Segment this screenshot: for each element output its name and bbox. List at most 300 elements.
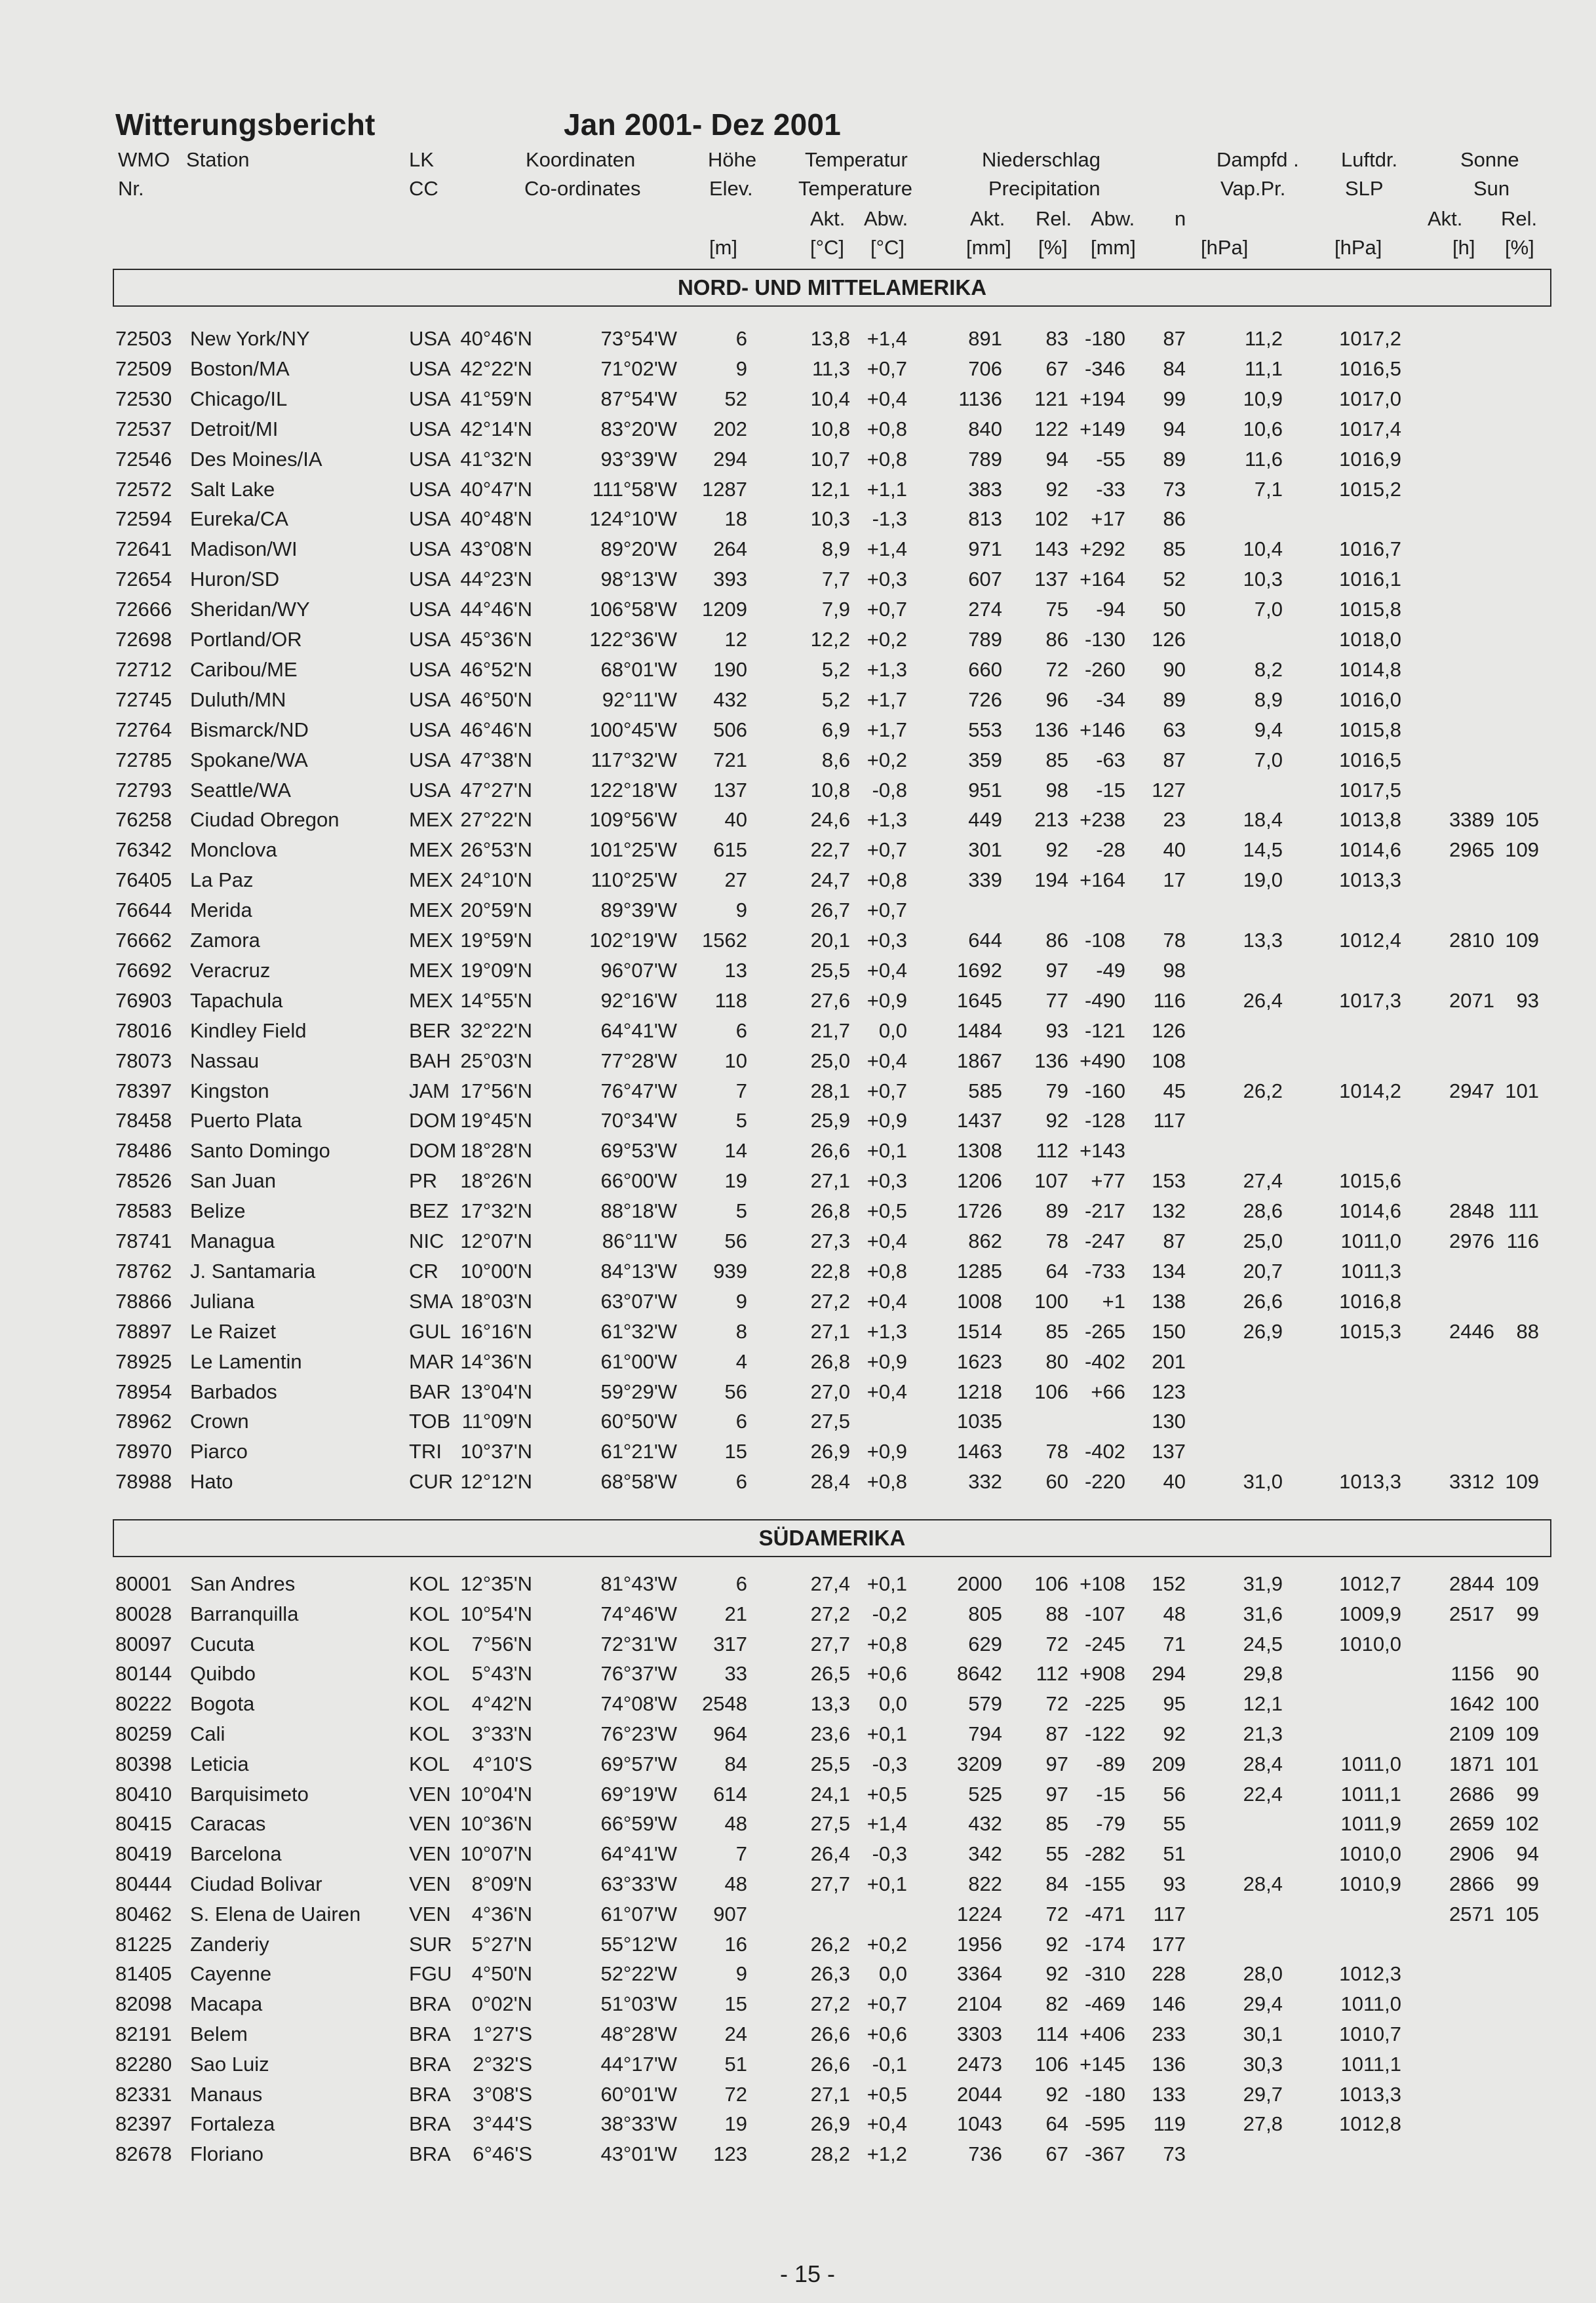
elevation: 506: [713, 718, 747, 741]
country-code: KOL: [409, 1752, 450, 1775]
precipitation-relative: 82: [1045, 1992, 1068, 2016]
precipitation-deviation: -15: [1096, 778, 1125, 802]
latitude: 3°44'S: [473, 2112, 532, 2136]
latitude: 10°00'N: [460, 1259, 532, 1283]
header-prec-rel: Rel.: [1036, 207, 1072, 230]
precipitation-relative: 88: [1045, 1602, 1068, 1625]
header-temperatur: Temperatur: [805, 148, 908, 171]
latitude: 27°22'N: [460, 808, 532, 832]
precipitation-relative: 213: [1034, 808, 1068, 832]
precipitation-relative: 72: [1045, 657, 1068, 681]
precipitation-relative: 107: [1034, 1169, 1068, 1193]
precipitation-actual: 1645: [957, 988, 1002, 1012]
elevation: 721: [713, 748, 747, 771]
table-row: [0, 1106, 1596, 1136]
precipitation-relative: 78: [1045, 1440, 1068, 1463]
table-row: [0, 1377, 1596, 1407]
elevation: 72: [724, 2082, 747, 2106]
temperature-actual: 13,3: [810, 1692, 850, 1716]
longitude: 89°20'W: [600, 537, 677, 561]
vapour-pressure: 11,1: [1244, 357, 1283, 380]
sunshine-hours: 1871: [1449, 1752, 1494, 1775]
temperature-actual: 27,7: [810, 1632, 850, 1655]
header-prec-unit-akt: [mm]: [966, 236, 1011, 259]
precipitation-relative: 55: [1045, 1842, 1068, 1866]
precipitation-actual: 1308: [957, 1139, 1002, 1163]
precipitation-deviation: -49: [1096, 958, 1125, 982]
country-code: NIC: [409, 1229, 444, 1252]
wmo-number: 82098: [115, 1992, 172, 2016]
latitude: 17°32'N: [460, 1199, 532, 1223]
longitude: 76°47'W: [600, 1079, 677, 1102]
precipitation-days: 146: [1152, 1992, 1186, 2016]
wmo-number: 82191: [115, 2022, 172, 2045]
header-coordinates: Co-ordinates: [524, 177, 641, 200]
precipitation-days: 133: [1152, 2082, 1186, 2106]
table-row: [0, 444, 1596, 474]
precipitation-relative: 72: [1045, 1902, 1068, 1926]
precipitation-deviation: -130: [1084, 628, 1125, 651]
temperature-deviation: +1,4: [866, 537, 907, 561]
latitude: 40°46'N: [460, 327, 532, 350]
sea-level-pressure: 1009,9: [1339, 1602, 1401, 1625]
station-name: Juliana: [190, 1289, 255, 1313]
temperature-actual: 24,6: [810, 808, 850, 832]
temperature-deviation: +0,8: [866, 417, 907, 440]
elevation: 48: [724, 1872, 747, 1895]
temperature-actual: 27,5: [810, 1410, 850, 1433]
vapour-pressure: 9,4: [1254, 718, 1283, 741]
temperature-actual: 26,8: [810, 1349, 850, 1373]
country-code: VEN: [409, 1842, 451, 1866]
sunshine-hours: 2906: [1449, 1842, 1494, 1866]
precipitation-relative: 67: [1045, 2142, 1068, 2166]
precipitation-actual: 1136: [958, 387, 1002, 410]
precipitation-days: 90: [1163, 657, 1186, 681]
sea-level-pressure: 1013,3: [1339, 2082, 1401, 2106]
country-code: USA: [409, 778, 451, 802]
precipitation-actual: 579: [968, 1692, 1002, 1716]
precipitation-actual: 383: [968, 477, 1002, 501]
table-row: [0, 1287, 1596, 1317]
precipitation-relative: 100: [1034, 1289, 1068, 1313]
temperature-actual: 26,6: [810, 1139, 850, 1163]
precipitation-deviation: -367: [1084, 2142, 1125, 2166]
country-code: TRI: [409, 1440, 442, 1463]
longitude: 98°13'W: [600, 568, 677, 591]
header-temp-unit-akt: [°C]: [810, 236, 845, 259]
precipitation-actual: 2044: [957, 2082, 1002, 2106]
latitude: 2°32'S: [473, 2052, 532, 2076]
country-code: USA: [409, 687, 451, 711]
longitude: 68°01'W: [600, 657, 677, 681]
temperature-actual: 27,1: [810, 2082, 850, 2106]
header-temp-abw: Abw.: [864, 207, 908, 230]
precipitation-relative: 92: [1045, 838, 1068, 862]
precipitation-actual: 1035: [957, 1410, 1002, 1433]
sea-level-pressure: 1015,6: [1339, 1169, 1401, 1193]
longitude: 61°32'W: [600, 1319, 677, 1343]
precipitation-actual: 1956: [957, 1932, 1002, 1956]
latitude: 4°42'N: [471, 1692, 532, 1716]
temperature-deviation: +1,2: [866, 2142, 907, 2166]
vapour-pressure: 27,4: [1243, 1169, 1283, 1193]
longitude: 61°07'W: [600, 1902, 677, 1926]
temperature-deviation: +0,9: [866, 1440, 907, 1463]
sea-level-pressure: 1016,7: [1339, 537, 1401, 561]
precipitation-relative: 97: [1045, 958, 1068, 982]
table-row: [0, 414, 1596, 444]
precipitation-relative: 80: [1045, 1349, 1068, 1373]
precipitation-actual: 644: [968, 929, 1002, 952]
precipitation-deviation: -160: [1084, 1079, 1125, 1102]
country-code: KOL: [409, 1692, 450, 1716]
precipitation-relative: 121: [1034, 387, 1068, 410]
elevation: 40: [724, 808, 747, 832]
wmo-number: 78866: [115, 1289, 172, 1313]
temperature-actual: 12,2: [810, 628, 850, 651]
sunshine-relative: 109: [1505, 1470, 1539, 1494]
vapour-pressure: 29,7: [1243, 2082, 1283, 2106]
header-sun-unit-akt: [h]: [1452, 236, 1475, 259]
longitude: 63°33'W: [600, 1872, 677, 1895]
precipitation-deviation: +194: [1080, 387, 1125, 410]
table-row: [0, 685, 1596, 715]
temperature-actual: 22,8: [810, 1259, 850, 1283]
longitude: 122°18'W: [589, 778, 677, 802]
longitude: 87°54'W: [600, 387, 677, 410]
precipitation-days: 87: [1163, 748, 1186, 771]
country-code: BAH: [409, 1049, 451, 1072]
latitude: 24°10'N: [460, 868, 532, 892]
header-luftdr: Luftdr.: [1341, 148, 1398, 171]
vapour-pressure: 25,0: [1243, 1229, 1283, 1252]
table-row: [0, 1046, 1596, 1076]
wmo-number: 80415: [115, 1812, 172, 1836]
sunshine-hours: 2109: [1449, 1722, 1494, 1745]
precipitation-deviation: -260: [1084, 657, 1125, 681]
table-row: [0, 504, 1596, 534]
precipitation-days: 126: [1152, 1018, 1186, 1042]
wmo-number: 72572: [115, 477, 172, 501]
wmo-number: 72666: [115, 598, 172, 621]
precipitation-days: 137: [1152, 1440, 1186, 1463]
sea-level-pressure: 1017,3: [1339, 988, 1401, 1012]
precipitation-actual: 1285: [957, 1259, 1002, 1283]
latitude: 7°56'N: [471, 1632, 532, 1655]
sunshine-relative: 101: [1505, 1752, 1539, 1775]
precipitation-actual: 3303: [957, 2022, 1002, 2045]
temperature-deviation: +0,8: [866, 1470, 907, 1494]
precipitation-deviation: -402: [1084, 1349, 1125, 1373]
precipitation-deviation: -217: [1084, 1199, 1125, 1223]
vapour-pressure: 7,0: [1254, 748, 1283, 771]
temperature-deviation: 0,0: [878, 1962, 907, 1986]
longitude: 43°01'W: [600, 2142, 677, 2166]
temperature-actual: 10,8: [810, 417, 850, 440]
sea-level-pressure: 1015,8: [1339, 718, 1401, 741]
temperature-actual: 10,7: [810, 447, 850, 471]
elevation: 1287: [702, 477, 747, 501]
precipitation-days: 99: [1163, 387, 1186, 410]
table-row: [0, 2019, 1596, 2049]
temperature-actual: 8,9: [821, 537, 850, 561]
temperature-deviation: +1,3: [866, 657, 907, 681]
temperature-actual: 26,3: [810, 1962, 850, 1986]
sea-level-pressure: 1016,1: [1339, 568, 1401, 591]
elevation: 19: [724, 2112, 747, 2136]
latitude: 45°36'N: [460, 628, 532, 651]
station-name: Managua: [190, 1229, 275, 1252]
temperature-deviation: +0,1: [866, 1572, 907, 1595]
longitude: 59°29'W: [600, 1380, 677, 1403]
country-code: USA: [409, 387, 451, 410]
country-code: TOB: [409, 1410, 451, 1433]
precipitation-actual: 891: [968, 327, 1002, 350]
precipitation-days: 89: [1163, 687, 1186, 711]
wmo-number: 76644: [115, 899, 172, 922]
temperature-deviation: +0,9: [866, 1109, 907, 1132]
precipitation-relative: 86: [1045, 929, 1068, 952]
wmo-number: 76692: [115, 958, 172, 982]
elevation: 1209: [702, 598, 747, 621]
table-row: [0, 354, 1596, 384]
header-sun-akt: Akt.: [1428, 207, 1463, 230]
precipitation-deviation: +108: [1080, 1572, 1125, 1595]
header-sonne: Sonne: [1460, 148, 1519, 171]
elevation: 907: [713, 1902, 747, 1926]
latitude: 12°12'N: [460, 1470, 532, 1494]
station-name: Sheridan/WY: [190, 598, 310, 621]
vapour-pressure: 29,8: [1243, 1662, 1283, 1686]
station-name: Le Lamentin: [190, 1349, 302, 1373]
elevation: 84: [724, 1752, 747, 1775]
longitude: 69°19'W: [600, 1782, 677, 1806]
sea-level-pressure: 1014,6: [1339, 1199, 1401, 1223]
longitude: 69°53'W: [600, 1139, 677, 1163]
table-row: [0, 2049, 1596, 2080]
country-code: VEN: [409, 1812, 451, 1836]
header-wmo-nr: Nr.: [118, 177, 144, 200]
precipitation-deviation: -225: [1084, 1692, 1125, 1716]
longitude: 96°07'W: [600, 958, 677, 982]
latitude: 18°26'N: [460, 1169, 532, 1193]
precipitation-actual: 794: [968, 1722, 1002, 1745]
wmo-number: 72654: [115, 568, 172, 591]
table-row: [0, 534, 1596, 564]
sea-level-pressure: 1017,4: [1339, 417, 1401, 440]
precipitation-relative: 102: [1034, 507, 1068, 531]
wmo-number: 80398: [115, 1752, 172, 1775]
precipitation-relative: 85: [1045, 748, 1068, 771]
temperature-actual: 27,6: [810, 988, 850, 1012]
sunshine-hours: 2659: [1449, 1812, 1494, 1836]
precipitation-days: 78: [1163, 929, 1186, 952]
station-name: San Andres: [190, 1572, 296, 1595]
precipitation-actual: 2104: [957, 1992, 1002, 2016]
wmo-number: 80410: [115, 1782, 172, 1806]
latitude: 10°07'N: [460, 1842, 532, 1866]
latitude: 5°27'N: [471, 1932, 532, 1956]
header-vappr: Vap.Pr.: [1220, 177, 1286, 200]
sea-level-pressure: 1015,3: [1339, 1319, 1401, 1343]
vapour-pressure: 18,4: [1243, 808, 1283, 832]
longitude: 74°46'W: [600, 1602, 677, 1625]
precipitation-relative: 64: [1045, 2112, 1068, 2136]
wmo-number: 78486: [115, 1139, 172, 1163]
longitude: 55°12'W: [600, 1932, 677, 1956]
country-code: BRA: [409, 1992, 451, 2016]
precipitation-actual: 1484: [957, 1018, 1002, 1042]
temperature-actual: 28,4: [810, 1470, 850, 1494]
precipitation-deviation: -469: [1084, 1992, 1125, 2016]
vapour-pressure: 21,3: [1243, 1722, 1283, 1745]
station-name: Barranquilla: [190, 1602, 299, 1625]
precipitation-deviation: -595: [1084, 2112, 1125, 2136]
longitude: 101°25'W: [589, 838, 677, 862]
elevation: 4: [735, 1349, 747, 1373]
table-row: [0, 2139, 1596, 2169]
wmo-number: 72530: [115, 387, 172, 410]
country-code: DOM: [409, 1109, 457, 1132]
elevation: 5: [735, 1109, 747, 1132]
sea-level-pressure: 1016,5: [1339, 357, 1401, 380]
precipitation-actual: 862: [968, 1229, 1002, 1252]
precipitation-actual: 359: [968, 748, 1002, 771]
temperature-actual: 26,6: [810, 2022, 850, 2045]
precipitation-relative: 92: [1045, 477, 1068, 501]
vapour-pressure: 8,2: [1254, 657, 1283, 681]
temperature-actual: 10,8: [810, 778, 850, 802]
station-name: Ciudad Obregon: [190, 808, 340, 832]
country-code: KOL: [409, 1722, 450, 1745]
wmo-number: 78016: [115, 1018, 172, 1042]
latitude: 46°46'N: [460, 718, 532, 741]
table-row: [0, 715, 1596, 745]
sea-level-pressure: 1015,2: [1339, 477, 1401, 501]
sea-level-pressure: 1011,1: [1340, 1782, 1401, 1806]
station-name: Spokane/WA: [190, 748, 308, 771]
sea-level-pressure: 1011,9: [1340, 1812, 1401, 1836]
country-code: GUL: [409, 1319, 451, 1343]
precipitation-relative: 143: [1034, 537, 1068, 561]
precipitation-relative: 106: [1034, 2052, 1068, 2076]
station-name: Quibdo: [190, 1662, 256, 1686]
header-prec-n: n: [1175, 207, 1186, 230]
precipitation-deviation: +66: [1091, 1380, 1125, 1403]
header-sun: Sun: [1473, 177, 1510, 200]
wmo-number: 72785: [115, 748, 172, 771]
precipitation-deviation: -107: [1084, 1602, 1125, 1625]
wmo-number: 72509: [115, 357, 172, 380]
precipitation-actual: 553: [968, 718, 1002, 741]
elevation: 9: [735, 1962, 747, 1986]
station-name: Des Moines/IA: [190, 447, 322, 471]
precipitation-days: 17: [1163, 868, 1186, 892]
sea-level-pressure: 1011,3: [1340, 1259, 1401, 1283]
longitude: 61°00'W: [600, 1349, 677, 1373]
station-name: Piarco: [190, 1440, 248, 1463]
precipitation-deviation: -247: [1084, 1229, 1125, 1252]
precipitation-actual: 432: [968, 1812, 1002, 1836]
sea-level-pressure: 1010,9: [1339, 1872, 1401, 1895]
header-elev: Elev.: [709, 177, 753, 200]
section-banner-north-central-america: NORD- UND MITTELAMERIKA: [113, 269, 1551, 307]
temperature-deviation: +0,2: [866, 628, 907, 651]
elevation: 264: [713, 537, 747, 561]
station-name: Belize: [190, 1199, 246, 1223]
country-code: BER: [409, 1018, 451, 1042]
temperature-actual: 26,6: [810, 2052, 850, 2076]
sunshine-relative: 100: [1505, 1692, 1539, 1716]
table-row: [0, 1749, 1596, 1779]
header-sun-rel: Rel.: [1501, 207, 1538, 230]
vapour-pressure: 10,9: [1243, 387, 1283, 410]
table-row: [0, 1437, 1596, 1467]
table-row: [0, 1076, 1596, 1106]
elevation: 48: [724, 1812, 747, 1836]
precipitation-deviation: +145: [1080, 2052, 1125, 2076]
latitude: 47°27'N: [460, 778, 532, 802]
longitude: 100°45'W: [589, 718, 677, 741]
precipitation-relative: 67: [1045, 357, 1068, 380]
country-code: USA: [409, 598, 451, 621]
header-prec-akt: Akt.: [970, 207, 1005, 230]
vapour-pressure: 10,6: [1243, 417, 1283, 440]
header-prec-unit-abw: [mm]: [1091, 236, 1136, 259]
longitude: 52°22'W: [600, 1962, 677, 1986]
latitude: 10°37'N: [460, 1440, 532, 1463]
longitude: 92°11'W: [602, 687, 677, 711]
latitude: 13°04'N: [460, 1380, 532, 1403]
wmo-number: 76405: [115, 868, 172, 892]
latitude: 16°16'N: [460, 1319, 532, 1343]
table-row: [0, 835, 1596, 865]
sunshine-hours: 2446: [1449, 1319, 1494, 1343]
latitude: 14°55'N: [460, 988, 532, 1012]
sunshine-relative: 109: [1505, 838, 1539, 862]
table-row: [0, 1629, 1596, 1659]
wmo-number: 82397: [115, 2112, 172, 2136]
station-name: Floriano: [190, 2142, 263, 2166]
temperature-deviation: +1,4: [866, 1812, 907, 1836]
temperature-actual: 26,2: [810, 1932, 850, 1956]
precipitation-days: 209: [1152, 1752, 1186, 1775]
temperature-deviation: +0,4: [866, 2112, 907, 2136]
temperature-deviation: -1,3: [872, 507, 907, 531]
elevation: 7: [735, 1079, 747, 1102]
vapour-pressure: 11,6: [1244, 447, 1283, 471]
vapour-pressure: 7,0: [1254, 598, 1283, 621]
precipitation-relative: 97: [1045, 1752, 1068, 1775]
elevation: 51: [724, 2052, 747, 2076]
latitude: 41°59'N: [460, 387, 532, 410]
latitude: 46°50'N: [460, 687, 532, 711]
longitude: 124°10'W: [589, 507, 677, 531]
temperature-actual: 25,5: [810, 1752, 850, 1775]
precipitation-deviation: -220: [1084, 1470, 1125, 1494]
country-code: MAR: [409, 1349, 454, 1373]
country-code: JAM: [409, 1079, 450, 1102]
elevation: 21: [724, 1602, 747, 1625]
vapour-pressure: 20,7: [1243, 1259, 1283, 1283]
country-code: BRA: [409, 2022, 451, 2045]
precipitation-deviation: -34: [1096, 687, 1125, 711]
station-name: Sao Luiz: [190, 2052, 269, 2076]
elevation: 6: [735, 1470, 747, 1494]
header-hoehe: Höhe: [708, 148, 757, 171]
vapour-pressure: 24,5: [1243, 1632, 1283, 1655]
